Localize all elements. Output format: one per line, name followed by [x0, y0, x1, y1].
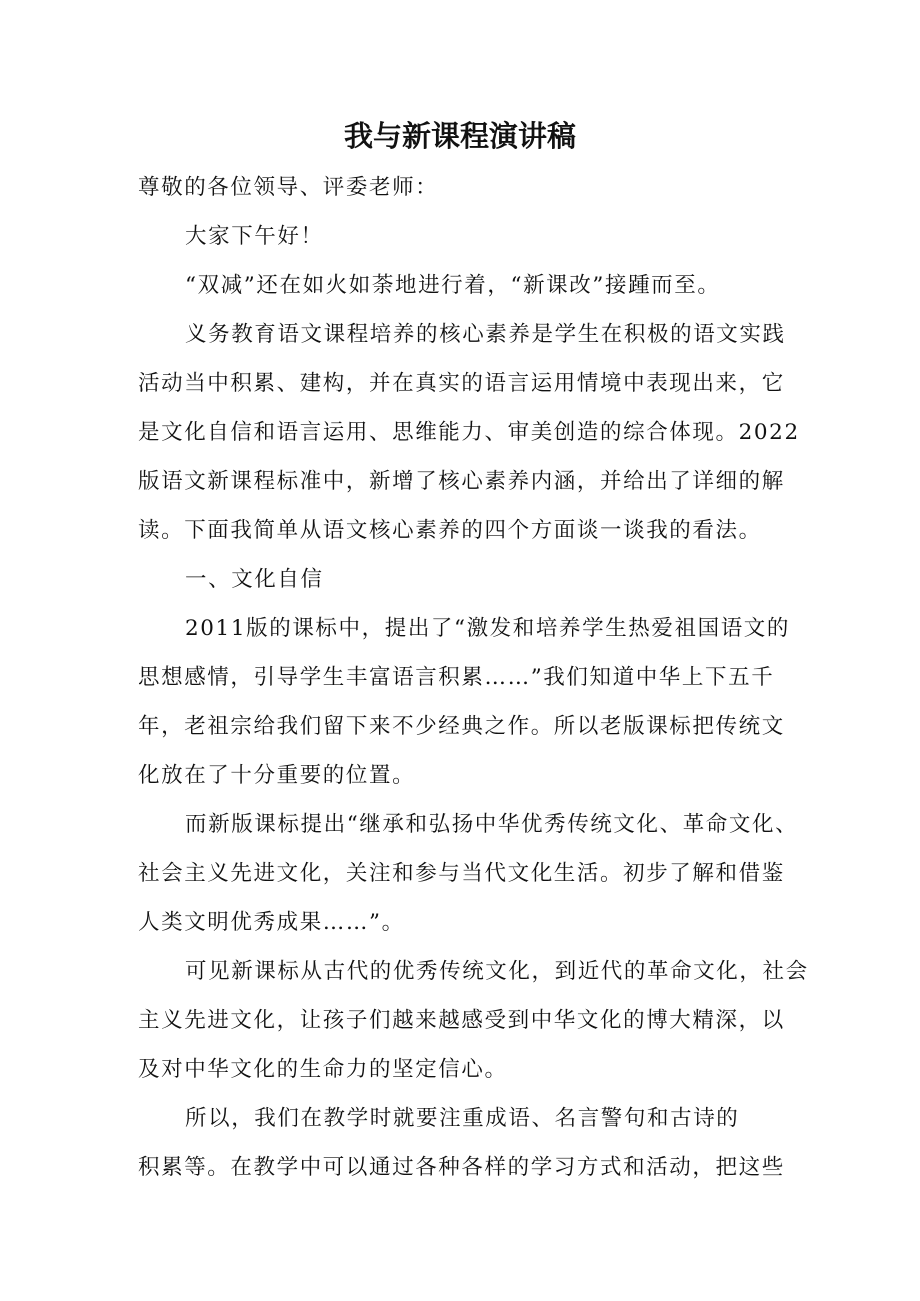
- paragraph-line: 而新版课标提出“继承和弘扬中华优秀传统文化、革命文化、: [185, 812, 799, 837]
- paragraph-line: 活动当中积累、建构，并在真实的语言运用情境中表现出来，它: [138, 371, 785, 396]
- paragraph-line: 版语文新课程标准中，新增了核心素养内涵，并给出了详细的解: [138, 469, 785, 494]
- paragraph-line: 积累等。在教学中可以通过各种各样的学习方式和活动，把这些: [138, 1155, 785, 1180]
- paragraph-line: 是文化自信和语言运用、思维能力、审美创造的综合体现。2022: [138, 420, 800, 445]
- paragraph-line: 化放在了十分重要的位置。: [138, 763, 416, 788]
- paragraph-line: 社会主义先进文化，关注和参与当代文化生活。初步了解和借鉴: [138, 861, 785, 886]
- paragraph-line: 思想感情，引导学生丰富语言积累……”我们知道中华上下五千: [138, 665, 775, 690]
- paragraph-line: “双减”还在如火如荼地进行着，“新课改”接踵而至。: [185, 273, 721, 298]
- paragraph-line: 年，老祖宗给我们留下来不少经典之作。所以老版课标把传统文: [138, 714, 785, 739]
- salutation-line: 尊敬的各位领导、评委老师：: [138, 175, 439, 200]
- paragraph-line: 所以，我们在教学时就要注重成语、名言警句和古诗的: [185, 1106, 740, 1131]
- section-heading: 一、文化自信: [185, 567, 324, 592]
- paragraph-line: 及对中华文化的生命力的坚定信心。: [138, 1057, 508, 1082]
- paragraph-line: 主义先进文化，让孩子们越来越感受到中华文化的博大精深，以: [138, 1008, 785, 1033]
- greeting-line: 大家下午好！: [185, 224, 324, 249]
- paragraph-line: 可见新课标从古代的优秀传统文化，到近代的革命文化，社会: [185, 959, 809, 984]
- paragraph-line: 读。下面我简单从语文核心素养的四个方面谈一谈我的看法。: [138, 518, 762, 543]
- paragraph-line: 人类文明优秀成果……”。: [138, 910, 405, 935]
- document-title: 我与新课程演讲稿: [343, 119, 576, 153]
- paragraph-line: 义务教育语文课程培养的核心素养是学生在积极的语文实践: [185, 322, 786, 347]
- paragraph-line: 2011版的课标中，提出了“激发和培养学生热爱祖国语文的: [185, 616, 791, 641]
